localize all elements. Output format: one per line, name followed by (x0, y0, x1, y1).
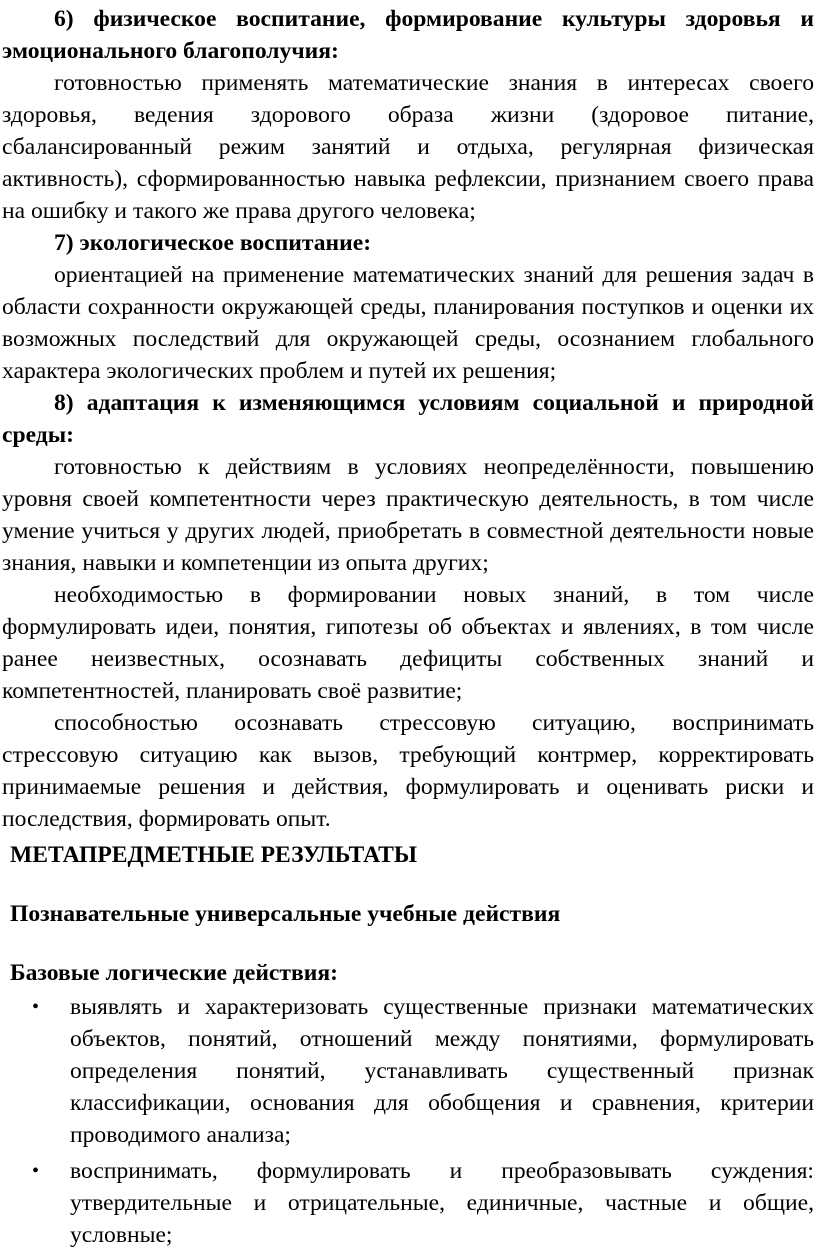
section-6-title: 6) физическое воспитание, формирование культуры здоровья и эмоционального благополучия: (2, 6, 814, 64)
bullet-icon: • (32, 1160, 40, 1182)
list-item (2, 1155, 814, 1251)
section-6-text: готовностью применять математические знания в интересах своего здоровья, ведения здорового образа жизни (здоровое питание, сбалансированный режим занятий и отдыха, регулярная физическая активность), сформированностью навыка рефлексии, признанием своего права на ошибку и такого же права другого человека; (2, 70, 814, 224)
section-8-paragraph-1: готовностью к действиям в условиях неопределённости, повышению уровня своей компетентности через практическую деятельность, в том числе умение учиться у других людей, приобретать в совместной деятельности новые знания, навыки и компетенции из опыта других; (2, 454, 814, 576)
section-8-title: 8) адаптация к изменяющимся условиям социальной и природной среды: (2, 390, 814, 448)
basic-logic-actions-heading: Базовые логические действия: (10, 960, 338, 986)
bullet-icon: • (32, 996, 40, 1018)
cognitive-actions-heading: Познавательные универсальные учебные действия (10, 901, 561, 927)
list-item-text: выявлять и характеризовать существенные признаки математических объектов, понятий, отношений между понятиями, формулировать определения понятий, устанавливать существенный признак классификации, основания для обобщения и сравнения, критерии проводимого анализа; (70, 994, 814, 1148)
metasubject-results-heading: МЕТАПРЕДМЕТНЫЕ РЕЗУЛЬТАТЫ (10, 842, 417, 868)
section-7-text: ориентацией на применение математических знаний для решения задач в области сохранности окружающей среды, планирования поступков и оценки их возможных последствий для окружающей среды, осознанием глобального характера экологических проблем и путей их решения; (2, 262, 814, 384)
section-8-paragraph-2: необходимостью в формировании новых знаний, в том числе формулировать идеи, понятия, гипотезы об объектах и явлениях, в том числе ранее неизвестных, осознавать дефициты собственных знаний и компетентностей, планировать своё развитие; (2, 582, 814, 704)
logic-actions-list (2, 991, 814, 1251)
section-7-title: 7) экологическое воспитание: (54, 230, 372, 256)
section-8-paragraph-3: способностью осознавать стрессовую ситуацию, воспринимать стрессовую ситуацию как вызов, требующий контрмер, корректировать принимаемые решения и действия, формулировать и оценивать риски и последствия, формировать опыт. (2, 710, 814, 832)
list-item-text: воспринимать, формулировать и преобразовывать суждения: утвердительные и отрицательные, единичные, частные и общие, условные; (70, 1158, 814, 1248)
list-item (2, 991, 814, 1151)
